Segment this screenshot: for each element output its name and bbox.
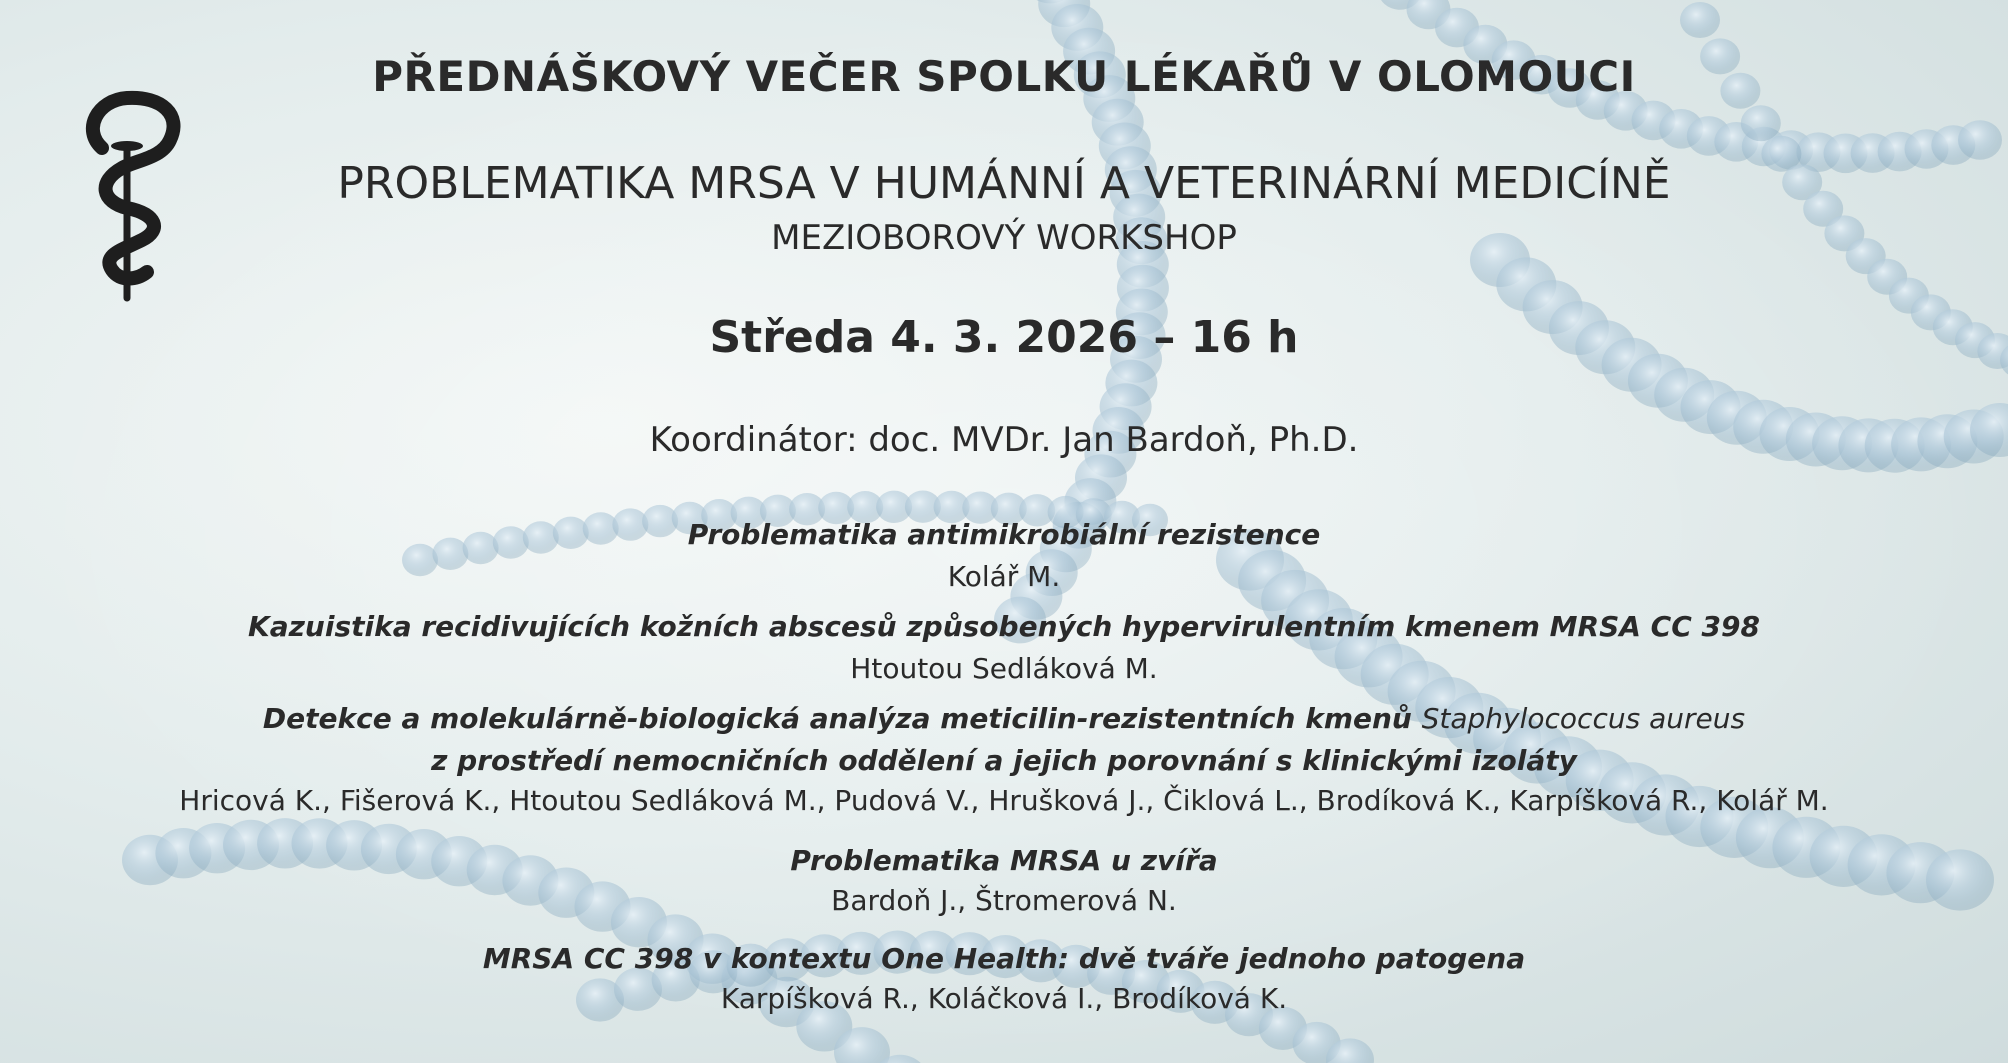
event-header: PŘEDNÁŠKOVÝ VEČER SPOLKU LÉKAŘŮ V OLOMOUCI bbox=[372, 52, 1636, 101]
talk-3-species: Staphylococcus aureus bbox=[1421, 702, 1746, 735]
talk-3-title-line2: z prostředí nemocničních oddělení a jejich porovnání s klinickými izoláty bbox=[431, 744, 1577, 777]
talk-3-title-part1: Detekce a molekulárně-biologická analýza meticilin-rezistentních kmenů bbox=[262, 702, 1412, 735]
bacteria-cell bbox=[1741, 105, 1781, 141]
event-subtitle: MEZIOBOROVÝ WORKSHOP bbox=[771, 218, 1237, 258]
talk-2-authors: Htoutou Sedláková M. bbox=[850, 652, 1158, 685]
event-title: PROBLEMATIKA MRSA V HUMÁNNÍ A VETERINÁRNÍ MEDICÍNĚ bbox=[337, 158, 1671, 209]
talk-5-authors: Karpíšková R., Koláčková I., Brodíková K. bbox=[720, 982, 1288, 1015]
talk-5-title: MRSA CC 398 v kontextu One Health: dvě tváře jednoho patogena bbox=[482, 942, 1526, 975]
talk-1-title: Problematika antimikrobiální rezistence bbox=[687, 518, 1321, 551]
asclepius-staff-icon bbox=[82, 90, 192, 305]
talk-1-authors: Kolář M. bbox=[947, 560, 1061, 593]
event-date: Středa 4. 3. 2026 – 16 h bbox=[709, 312, 1299, 363]
talk-2-title: Kazuistika recidivujících kožních abscesů způsobených hypervirulentním kmenem MRSA CC 398 bbox=[248, 610, 1760, 643]
talk-3-title-line1 bbox=[0, 702, 2008, 735]
talk-4-authors: Bardoň J., Štromerová N. bbox=[831, 884, 1177, 917]
bacteria-cell bbox=[1680, 2, 1720, 38]
event-coordinator: Koordinátor: doc. MVDr. Jan Bardoň, Ph.D. bbox=[649, 420, 1359, 460]
talk-3-authors: Hricová K., Fišerová K., Htoutou Sedláková M., Pudová V., Hrušková J., Čiklová L., Brodíková K., Karpíšková R., Kolář M. bbox=[179, 784, 1829, 817]
talk-4-title: Problematika MRSA u zvířa bbox=[790, 844, 1218, 877]
bacteria-cell bbox=[1958, 120, 2002, 160]
